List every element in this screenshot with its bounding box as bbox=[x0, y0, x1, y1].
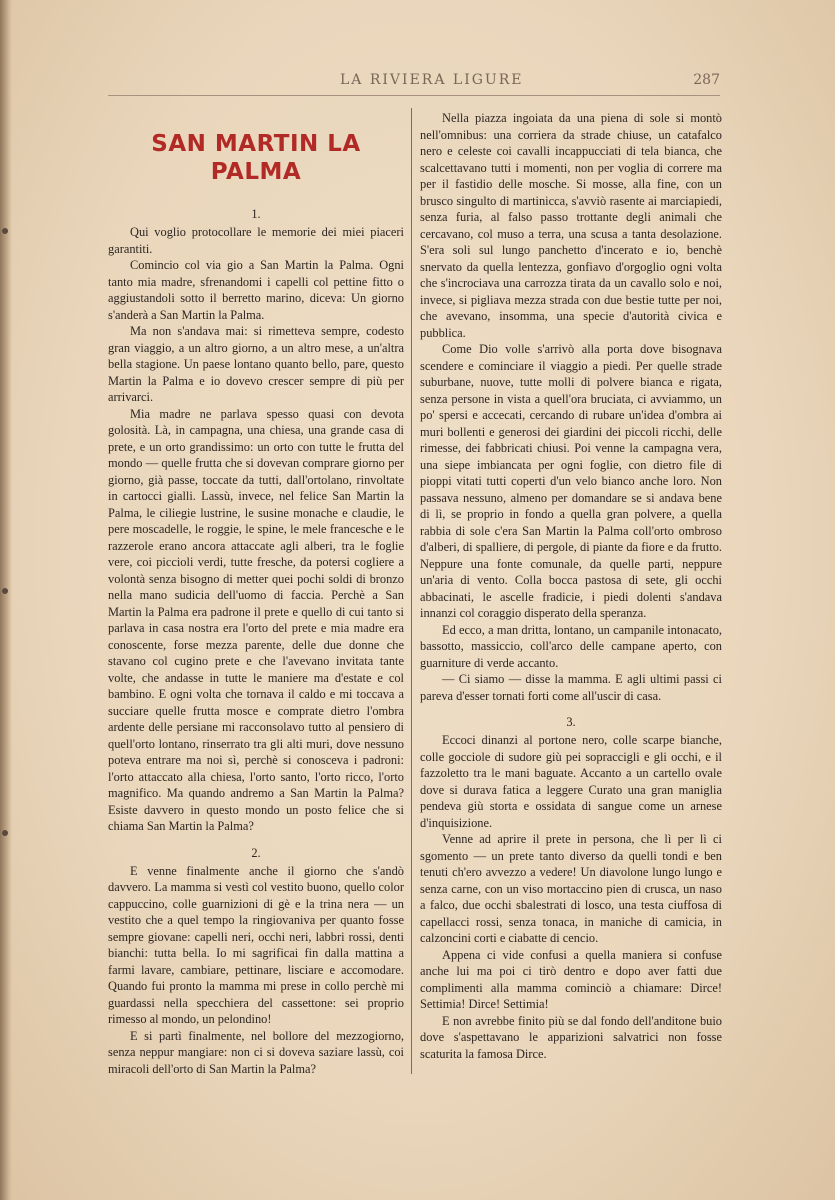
paragraph: Mia madre ne parlava spesso quasi con devota golosità. Là, in campagna, una chiesa, una grande casa di prete, e un orto grandissimo: un orto con tutte le frutta del mondo — quelle frutta che si dovevan comprare giorno per giorno, già passe, toccate da tutti, dall'ortolano, rinvoltate in cartocci gialli. Lassù, invece, nel felice San Martin la Palma, le ciliegie lustrine, le susine monache e claudie, le pere moscadelle, le roggie, le spine, le mele francesche e le razzerole erano ancora attaccate agli alberi, tra le foglie vere, coi piccioli verdi, tutte fresche, da potersi cogliere a volontà senza bisogno di metter quei pochi soldi di bronzo nella mano sudicia dell'uomo di faccia. Perchè a San Martin la Palma era padrone il prete e quello di cui tanto si parlava in casa nostra era l'orto del prete e mia madre era conoscente, forse mezza parente, delle due donne che stavano col cugino prete e che l'avevano invitata tante volte, che andasse in tutte le maniere ma d'estate e col bambino. E ogni volta che tornava il caldo e mi toccava a succiare quelle frutta mosce e comprate dietro l'ombra ardente delle persiane mi racconsolavo tutto al pensiero di quell'orto lontano, rinserrato tra gli alti muri, dove nessuno poteva entrare ma noi sì, perchè si conosceva i padroni: l'orto attaccato alla chiesa, l'orto santo, l'orto ricco, l'orto magnifico. Ma quando andremo a San Martin la Palma? Esiste davvero in questo mondo un posto felice che si chiama San Martin la Palma? bbox=[108, 406, 404, 833]
paragraph: Come Dio volle s'arrivò alla porta dove bisognava scendere e cominciare il viaggio a piedi. Per quelle strade suburbane, nuove, tutte molli di polvere bianca e rigata, senza persone in vista a quell'ora bruciata, ci avviammo, un po' spersi e accecati, cercando di rubare un'idea d'ombra ai muri bollenti e generosi dei giardini dei piccoli ricchi, delle rimesse, dei fabbricati chiusi. Poi venne la campagna vera, una siepe imbiancata per ogni foglie, con dietro file di pioppi vitati tutti coperti d'un velo bianco anche loro. Non passava nessuno, almeno per domandare se si andava bene di lì, se proprio in fondo a quella gran polvere, a quella rabbia di sole c'era San Martin la Palma coll'orto ombroso d'alberi, di spalliere, di pergole, di piante da fiore e da frutto. Neppure una fonte comunale, da quelle parti, neppure un'aria di vento. Colla bocca pastosa di sete, gli occhi abbacinati, le ascelle fradicie, i piedi dolenti s'andava innanzi col coraggio disperato della speranza. bbox=[420, 342, 722, 620]
paragraph: Eccoci dinanzi al portone nero, colle scarpe bianche, colle gocciole di sudore giù pei sopraccigli e gli occhi, e il fazzoletto tra le mani baguate. Accanto a un cartello ovale dove si durava fatica a leggere Curato una gran maniglia pendeva giù storta e ossidata di sangue come un arnese d'inquisizione. bbox=[420, 733, 722, 830]
binding-hole bbox=[2, 830, 8, 836]
paragraph: Appena ci vide confusi a quella maniera si confuse anche lui ma poi ci tirò dentro e dopo aver fatti due complimenti alla mamma cominciò a chiamare: Dirce! Settimia! Dirce! Settimia! bbox=[420, 947, 722, 1011]
section-number: 2. bbox=[251, 845, 261, 860]
running-header bbox=[340, 72, 720, 88]
paragraph: — Ci siamo — disse la mamma. E agli ultimi passi ci pareva d'esser tornati forti come all'uscir di casa. bbox=[420, 672, 722, 703]
column-rule bbox=[411, 108, 412, 1074]
section-number: 1. bbox=[251, 207, 261, 221]
paragraph: E si partì finalmente, nel bollore del mezzogiorno, senza neppur mangiare: non ci si doveva saziare lassù, coi miracoli dell'orto di San Martin la Palma? bbox=[108, 1028, 404, 1076]
running-title: LA RIVIERA LIGURE bbox=[340, 72, 524, 88]
paragraph: Ed ecco, a man dritta, lontano, un campanile intonacato, bassotto, massiccio, coll'arco delle campane aperto, con guarniture di verde accanto. bbox=[420, 622, 722, 670]
paragraph: Comincio col via gio a San Martin la Palma. Ogni tanto mia madre, sfrenandomi i capelli col pettine fitto o aggiustandoli sotto il berretto marino, diceva: Un giorno s'anderà a San Martin la Palma. bbox=[108, 258, 404, 322]
paragraph: Nella piazza ingoiata da una piena di sole si montò nell'omnibus: una corriera da strade chiuse, un catafalco nero e celeste coi cavalli incappucciati di tela bianca, che scalcettavano tutti i momenti, non per voglia di correre ma per il fastidio delle mosche. Si mosse, alla fine, con un brusco singulto di martinicca, s'avviò rasente ai marciapiedi, senza furia, al falso passo trottante degli animali che cercavano, col muso a terra, una scusa a tanta desolazione. S'era soli sul lungo panchetto d'incerato e io, benchè snervato da quella lentezza, gonfiavo d'orgoglio ogni volta che s'incrociava una carrozza tirata da un cavallo solo e noi, invece, si pigliava mezza strada con due bestie tutte per noi, che avevano, insomma, una specie d'autorità civica e pubblica. bbox=[420, 111, 722, 340]
page-number: 287 bbox=[693, 72, 720, 88]
paragraph: Venne ad aprire il prete in persona, che lì per lì ci sgomento — un prete tanto diverso da quelli tondi e ben tenuti ch'ero avvezzo a vedere! Un diavolone lungo lungo e senza carne, con un viso mortaccino pien di crusca, un naso a falco, due occhi sbalestrati di losco, una testa ciuffosa di capellacci rossi, senza tonaca, in maniche di camicia, in calzoncini corti e ciabatte di cencio. bbox=[420, 832, 722, 945]
header-rule bbox=[108, 95, 720, 96]
paragraph: Ma non s'andava mai: si rimetteva sempre, codesto gran viaggio, a un altro giorno, a un altro mese, a un'altra bella stagione. Un paese lontano quanto bello, pare, questo Martin la Palma e io dovevo crescer sempre di più per arrivarci. bbox=[108, 324, 404, 404]
paragraph: Qui voglio protocollare le memorie dei miei piaceri garantiti. bbox=[108, 225, 404, 256]
section-number: 3. bbox=[566, 715, 576, 729]
article-title: SAN MARTIN LA PALMA bbox=[151, 131, 361, 185]
binding-hole bbox=[2, 228, 8, 234]
paragraph: E non avrebbe finito più se dal fondo dell'anditone buio dove s'aspettavano le apparizioni salvatrici non fosse scaturita la famosa Dirce. bbox=[420, 1013, 722, 1061]
page-edge bbox=[0, 0, 12, 1200]
paragraph: E venne finalmente anche il giorno che s'andò davvero. La mamma si vestì col vestito buono, quello color cappuccino, colle guarnizioni di gè e la trina nera — un vestito che a quel tempo la ringiovaniva per quanto fosse sempre giovane: capelli neri, occhi neri, labbri rossi, denti bianchi: tutta bella. Io mi sagrificai fin dalla mattina a farmi lavare, cambiare, pettinare, lisciare e accomodare. Quando fui pronto la mamma mi prese in collo perchè mi guardassi nella specchiera del cassettone: sei proprio rimesso al mondo, un pelondino! bbox=[108, 863, 404, 1026]
right-column bbox=[420, 110, 722, 1062]
binding-hole bbox=[2, 588, 8, 594]
left-column bbox=[108, 110, 404, 1077]
